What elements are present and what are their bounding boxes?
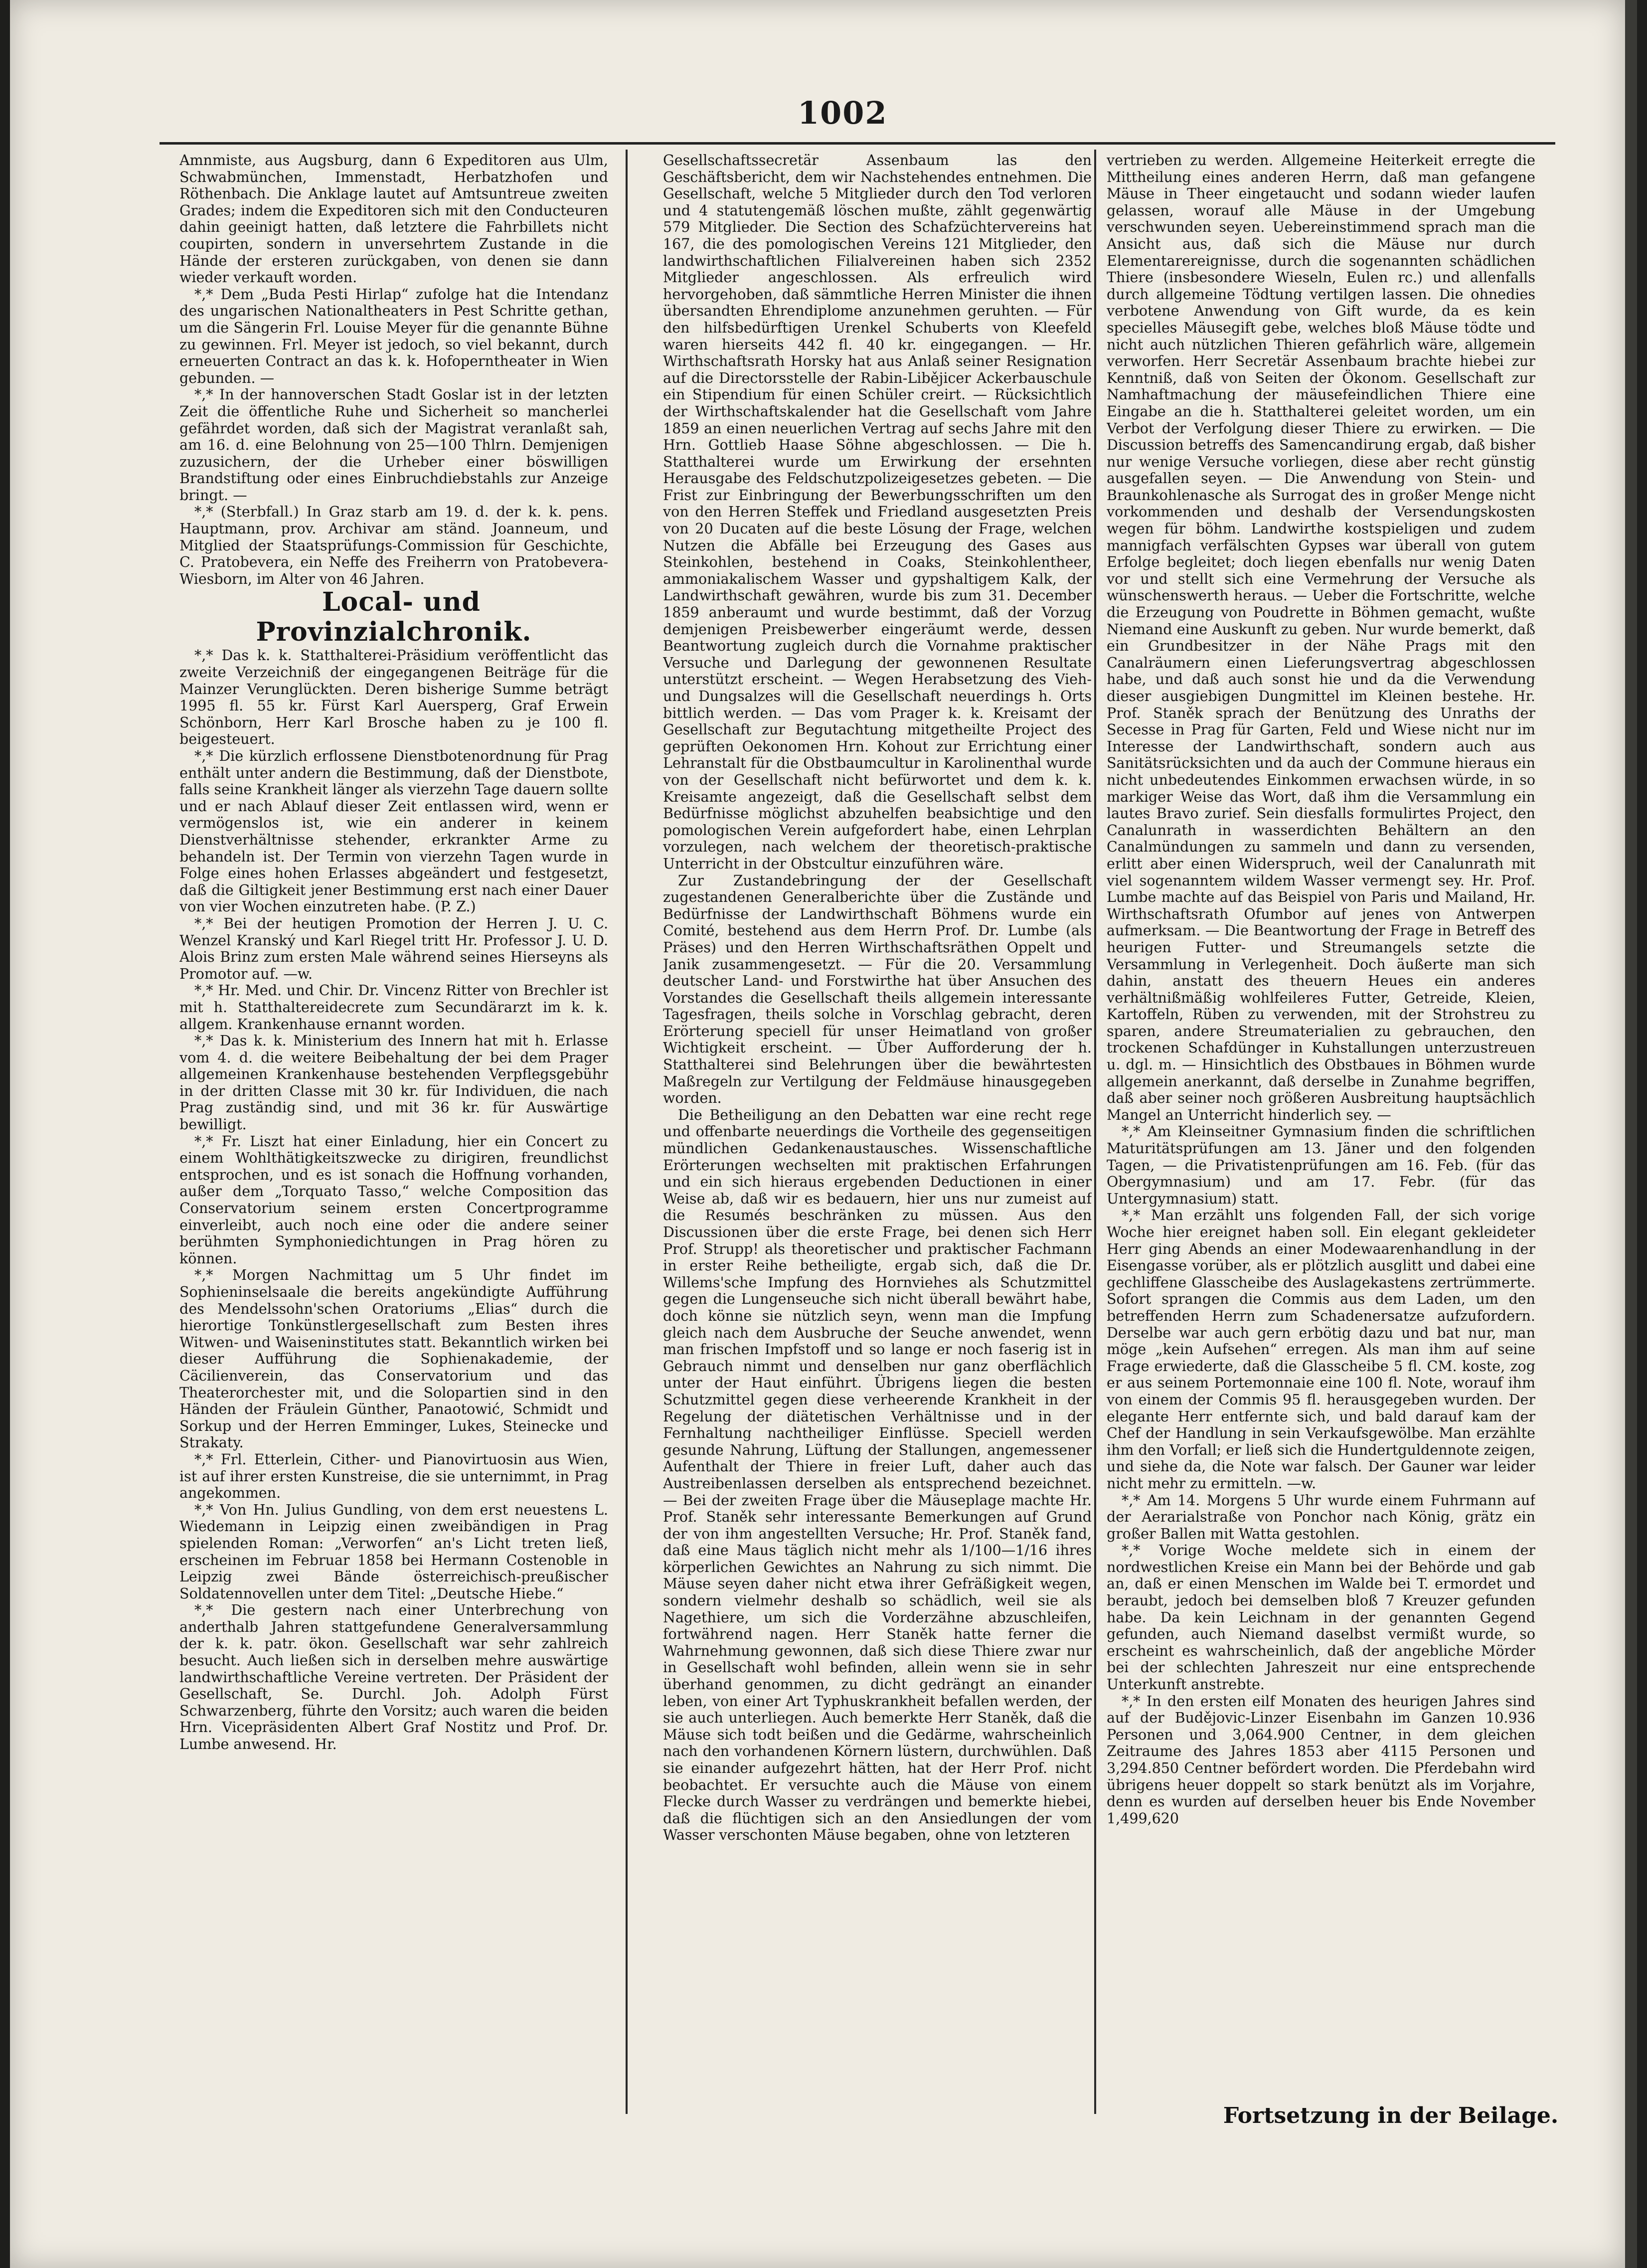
- paragraph: *,* In der hannoverschen Stadt Goslar ist in der letzten Zeit die öffentliche Ruhe und Sicherheit so mancherlei gefährdet worden, daß sich der Magistrat veranlaßt sah, am 16. d. eine Belohnung von 25—100 Thlrn. Demjenigen zuzusichern, der die Urheber einer böswilligen Brandstiftung oder eines Einbruchdiebstahls zur Anzeige bringt. —: [179, 386, 608, 504]
- paragraph: Gesellschaftssecretär Assenbaum las den Geschäftsbericht, dem wir Nachstehendes entnehmen. Die Gesellschaft, welche 5 Mitglieder durch den Tod verloren und 4 statutengemäß löschen mußte, zählt gegenwärtig 579 Mitglieder. Die Section des Schafzüchtervereins hat 167, die des pomologischen Vereins 121 Mitglieder, den landwirthschaftlichen Filialvereinen haben sich 2352 Mitglieder angeschlossen. Als erfreulich wird hervorgehoben, daß sämmtliche Herren Minister die ihnen übersandten Ehrendiplome anzunehmen geruhten. — Für den hilfsbedürftigen Urenkel Schuberts von Kleefeld waren hierseits 442 fl. 40 kr. eingegangen. — Hr. Wirthschaftsrath Horsky hat aus Anlaß seiner Resignation auf die Directorsstelle der Rabin-Libějicer Ackerbauschule ein Stipendium für einen Schüler creirt. — Rücksichtlich der Wirthschaftskalender hat die Gesellschaft vom Jahre 1859 an einen neuerlichen Vertrag auf sechs Jahre mit den Hrn. Gottlieb Haase Söhne abgeschlossen. — Die h. Statthalterei wurde um Erwirkung der ersehnten Herausgabe des Feldschutzpolizeigesetzes gebeten. — Die Frist zur Einbringung der Bewerbungsschriften um den von den Herren Steffek und Friedland ausgesetzten Preis von 20 Ducaten auf die beste Lösung der Frage, welchen Nutzen die Abfälle bei Erzeugung des Gases aus Steinkohlen, bestehend in Coaks, Steinkohlentheer, ammoniakalischem Wasser und gypshaltigem Kalk, der Landwirthschaft gewähren, wurde bis zum 31. December 1859 anberaumt und wurde bestimmt, daß der Vorzug demjenigen Preisbewerber eingeräumt werde, dessen Beantwortung zugleich durch die Vornahme praktischer Versuche und Darlegung der gewonnenen Resultate unterstützt erscheint. — Wegen Herabsetzung des Vieh- und Dungsalzes will die Gesellschaft neuerdings h. Orts bittlich werden. — Das vom Prager k. k. Kreisamt der Gesellschaft zur Begutachtung mitgetheilte Project des geprüften Oekonomen Hrn. Kohout zur Errichtung einer Lehranstalt für die Obstbaumcultur in Karolinenthal wurde von der Gesellschaft nicht befürwortet und dem k. k. Kreisamte angezeigt, daß die Gesellschaft selbst dem Bedürfnisse möglichst abzuhelfen beabsichtige und den pomologischen Verein aufgefordert habe, einen Lehrplan vorzulegen, nach welchem der theoretisch-praktische Unterricht in der Obstcultur einzuführen wäre.: [663, 152, 1092, 872]
- continuation-note: Fortsetzung in der Beilage.: [1223, 2103, 1559, 2128]
- paragraph: *,* (Sterbfall.) In Graz starb am 19. d. der k. k. pens. Hauptmann, prov. Archivar am ständ. Joanneum, und Mitglied der Staatsprüfungs-Commission für Geschichte, C. Pratobevera, ein Neffe des Freiherrn von Pratobevera-Wiesborn, im Alter von 46 Jahren.: [179, 504, 608, 587]
- paragraph: *,* Die kürzlich erflossene Dienstbotenordnung für Prag enthält unter andern die Bestimmung, daß der Dienstbote, falls seine Krankheit länger als vierzehn Tage dauern sollte und er nach Ablauf dieser Zeit entlassen wird, wenn er vermögenslos ist, wie ein anderer in keinem Dienstverhältnisse stehender, erkrankter Arme zu behandeln ist. Der Termin von vierzehn Tagen wurde in Folge eines hohen Erlasses abgeändert und festgesetzt, daß die Giltigkeit jener Bestimmung erst nach einer Dauer von vier Wochen einzutreten habe. (P. Z.): [179, 748, 608, 915]
- paragraph: *,* Fr. Liszt hat einer Einladung, hier ein Concert zu einem Wohlthätigkeitszwecke zu dirigiren, freundlichst entsprochen, und es ist sonach die Hoffnung vorhanden, außer dem „Torquato Tasso,“ welche Composition das Conservatorium seinem ersten Concertprogramme einverleibt, auch noch eine oder die andere seiner berühmten Symphoniedichtungen in Prag hören zu können.: [179, 1133, 608, 1267]
- paragraph: *,* In den ersten eilf Monaten des heurigen Jahres sind auf der Budějovic-Linzer Eisenbahn im Ganzen 10.936 Personen und 3,064.900 Centner, in dem gleichen Zeitraume des Jahres 1853 aber 4115 Personen und 3,294.850 Centner befördert worden. Die Pferdebahn wird übrigens heuer doppelt so stark benützt als im Vorjahre, denn es wurden auf derselben heuer bis Ende November 1,499,620: [1107, 1693, 1535, 1827]
- paragraph: *,* Man erzählt uns folgenden Fall, der sich vorige Woche hier ereignet haben soll. Ein elegant gekleideter Herr ging Abends an einer Modewaarenhandlung in der Eisengasse vorüber, als er plötzlich ausglitt und dabei eine gechliffene Glasscheibe des Auslagekastens zertrümmerte. Sofort sprangen die Commis aus dem Laden, um den betreffenden Herrn zum Schadenersatze aufzufordern. Derselbe war auch gern erbötig dazu und bat nur, man möge „kein Aufsehen“ erregen. Als man ihm auf seine Frage erwiederte, daß die Glasscheibe 5 fl. CM. koste, zog er aus seinem Portemonnaie eine 100 fl. Note, worauf ihm von einem der Commis 95 fl. herausgegeben wurden. Der elegante Herr entfernte sich, und bald darauf kam der Chef der Handlung in sein Verkaufsgewölbe. Man erzählte ihm den Vorfall; er ließ sich die Hundertguldennote zeigen, und siehe da, die Note war falsch. Der Gauner war leider nicht mehr zu ermitteln. —w.: [1107, 1207, 1535, 1492]
- paragraph: *,* Das k. k. Ministerium des Innern hat mit h. Erlasse vom 4. d. die weitere Beibehaltung der bei dem Prager allgemeinen Krankenhause bestehenden Verpflegsgebühr in der dritten Classe mit 30 kr. für Individuen, die nach Prag zuständig sind, und mit 36 kr. für Auswärtige bewilligt.: [179, 1033, 608, 1133]
- paragraph: Die Betheiligung an den Debatten war eine recht rege und offenbarte neuerdings die Vortheile des gegenseitigen mündlichen Gedankenaustausches. Wissenschaftliche Erörterungen wechselten mit praktischen Erfahrungen und ein sich hieraus ergebenden Deductionen in einer Weise ab, daß wir es bedauern, hier uns nur zumeist auf die Resumés beschränken zu müssen. Aus den Discussionen über die erste Frage, bei denen sich Herr Prof. Strupp! als theoretischer und praktischer Fachmann in erster Reihe betheiligte, ergab sich, daß die Dr. Willems'sche Impfung des Hornviehes als Schutzmittel gegen die Lungenseuche sich nicht überall bewährt habe, doch könne sie nützlich seyn, wenn man die Impfung gleich nach dem Ausbruche der Seuche anwendet, wenn man frischen Impfstoff und so lange er noch faserig ist in Gebrauch nimmt und denselben nur ganz oberflächlich unter der Haut einführt. Übrigens liegen die besten Schutzmittel gegen diese verheerende Krankheit in der Regelung der diätetischen Verhältnisse und in der Fernhaltung nachtheiliger Einflüsse. Speciell werden gesunde Nahrung, Lüftung der Stallungen, angemessener Aufenthalt der Thiere in freier Luft, daher auch das Austreibenlassen derselben als entsprechend bezeichnet. — Bei der zweiten Frage über die Mäuseplage machte Hr. Prof. Staněk sehr interessante Bemerkungen auf Grund der von ihm angestellten Versuche; Hr. Prof. Staněk fand, daß eine Maus täglich nicht mehr als 1/100—1/16 ihres körperlichen Gewichtes an Nahrung zu sich nimmt. Die Mäuse seyen daher nicht etwa ihrer Gefräßigkeit wegen, sondern vielmehr deshalb so schädlich, weil sie als Nagethiere, um sich die Vorderzähne abzuschleifen, fortwährend nagen. Herr Staněk hatte ferner die Wahrnehmung gewonnen, daß sich diese Thiere zwar nur in Gesellschaft wohl befinden, allein wenn sie in sehr überhand genommen, zu dicht gedrängt an einander leben, von einer Art Typhuskrankheit befallen werden, der sie auch unterliegen. Auch bemerkte Herr Staněk, daß die Mäuse sich todt beißen und die Gedärme, wahrscheinlich nach den vorhandenen Körnern lüstern, durchwühlen. Daß sie einander aufgezehrt hätten, hat der Herr Prof. nicht beobachtet. Er versuchte auch die Mäuse von einem Flecke durch Wasser zu verdrängen und bemerkte hiebei, daß die flüchtigen sich an den Ansiedlungen der vom Wasser verschonten Mäuse begaben, ohne von letzteren: [663, 1106, 1092, 1844]
- paragraph: *,* Frl. Etterlein, Cither- und Pianovirtuosin aus Wien, ist auf ihrer ersten Kunstreise, die sie unternimmt, in Prag angekommen.: [179, 1451, 608, 1502]
- paragraph: Amnmiste, aus Augsburg, dann 6 Expeditoren aus Ulm, Schwabmünchen, Immenstadt, Herbatzhofen und Röthenbach. Die Anklage lautet auf Amtsuntreue zweiten Grades; indem die Expeditoren sich mit den Conducteuren dahin geeinigt hatten, daß letztere die Fahrbillets nicht coupirten, sondern in unversehrtem Zustande in die Hände der ersteren zurückgaben, von denen sie dann wieder verkauft worden.: [179, 152, 608, 286]
- paragraph: *,* Die gestern nach einer Unterbrechung von anderthalb Jahren stattgefundene Generalversammlung der k. k. patr. ökon. Gesellschaft war sehr zahlreich besucht. Auch ließen sich in derselben mehre auswärtige landwirthschaftliche Vereine vertreten. Der Präsident der Gesellschaft, Se. Durchl. Joh. Adolph Fürst Schwarzenberg, führte den Vorsitz; auch waren die beiden Hrn. Vicepräsidenten Albert Graf Nostitz und Prof. Dr. Lumbe anwesend. Hr.: [179, 1602, 608, 1753]
- scan-edge-right: [1637, 0, 1647, 2268]
- page-number: 1002: [798, 95, 888, 131]
- paragraph: vertrieben zu werden. Allgemeine Heiterkeit erregte die Mittheilung eines anderen Herrn, daß man gefangene Mäuse in Theer eingetaucht und sodann wieder laufen gelassen, worauf alle Mäuse in der Umgebung verschwunden seyen. Uebereinstimmend sprach man die Ansicht aus, daß sich die Mäuse nur durch Elementarereignisse, durch die sogenannten schädlichen Thiere (insbesondere Wieseln, Eulen rc.) und allenfalls durch allgemeine Tödtung vertilgen lassen. Die ohnedies verbotene Anwendung von Gift wurde, da es kein specielles Mäusegift gebe, welches bloß Mäuse tödte und nicht auch nützlichen Thieren gefährlich wäre, allgemein verworfen. Herr Secretär Assenbaum brachte hiebei zur Kenntniß, daß von Seiten der Ökonom. Gesellschaft zur Namhaftmachung der mäusefeindlichen Thiere eine Eingabe an die h. Statthalterei geleitet worden, um ein Verbot der Verfolgung dieser Thiere zu erwirken. — Die Discussion betreffs des Samencandirung ergab, daß bisher nur wenige Versuche vorliegen, diese aber recht günstig ausgefallen seyen. — Die Anwendung von Stein- und Braunkohlenasche als Surrogat des in großer Menge nicht vorkommenden und deshalb der Versendungskosten wegen für böhm. Landwirthe kostspieligen und zudem mannigfach verfälschten Gypses war überall von gutem Erfolge begleitet; doch liegen ebenfalls nur wenig Daten vor und stellt sich eine Vermehrung der Versuche als wünschenswerth heraus. — Ueber die Fortschritte, welche die Erzeugung von Poudrette in Böhmen gemacht, wußte Niemand eine Auskunft zu geben. Nur wurde bemerkt, daß ein Grundbesitzer in der Nähe Prags mit den Canalräumern einen Lieferungsvertrag abgeschlossen habe, und daß auch sonst hie und da die Verwendung dieser ausgiebigen Dungmittel im Kleinen bestehe. Hr. Prof. Staněk sprach der Benützung des Unraths der Secesse in Prag für Garten, Feld und Wiese nicht nur im Interesse der Landwirthschaft, sondern auch aus Sanitätsrücksichten und da auch der Commune hieraus ein nicht unbedeutendes Einkommen erwachsen würde, in so markiger Weise das Wort, daß ihm die Versammlung ein lautes Bravo zurief. Sein diesfalls formulirtes Project, den Canalunrath in wasserdichten Behältern an den Canalmündungen zu sammeln und dann zu versenden, erlitt aber einen Widerspruch, weil der Canalunrath mit viel sogenanntem wildem Wasser vermengt sey. Hr. Prof. Lumbe machte auf das Beispiel von Paris und Mailand, Hr. Wirthschaftsrath Ofumbor auf jenes von Antwerpen aufmerksam. — Die Beantwortung der Frage in Betreff des heurigen Futter- und Streumangels setzte die Versammlung in Verlegenheit. Doch äußerte man sich dahin, anstatt des theuern Heues ein anderes verhältnißmäßig wohlfeileres Futter, Getreide, Kleien, Kartoffeln, Rüben zu verwenden, mit der Strohstreu zu sparen, andere Streumaterialien zu gebrauchen, den trockenen Schafdünger in Kuhstallungen unterzustreuen u. dgl. m. — Hinsichtlich des Obstbaues in Böhmen wurde allgemein anerkannt, daß derselbe in Zunahme begriffen, daß aber seiner noch größeren Ausbreitung hauptsächlich Mangel an Unterricht hinderlich sey. —: [1107, 152, 1535, 1123]
- section-heading: Local- und Provinzialchronik.: [256, 587, 532, 648]
- paragraph: *,* Am Kleinseitner Gymnasium finden die schriftlichen Maturitätsprüfungen am 13. Jäner und den folgenden Tagen, — die Privatistenprüfungen am 16. Feb. (für das Obergymnasium) und am 17. Febr. (für das Untergymnasium) statt.: [1107, 1123, 1535, 1207]
- column-right: [1107, 152, 1535, 2146]
- paragraph: *,* Am 14. Morgens 5 Uhr wurde einem Fuhrmann auf der Aerarialstraße von Ponchor nach König, grätz ein großer Ballen mit Watta gestohlen.: [1107, 1492, 1535, 1542]
- paragraph: *,* Von Hn. Julius Gundling, von dem erst neuestens L. Wiedemann in Leipzig einen zweibändigen in Prag spielenden Roman: „Verworfen“ an's Licht treten ließ, erscheinen im Februar 1858 bei Hermann Costenoble in Leipzig zwei Bände österreichisch-preußischer Soldatennovellen unter dem Titel: „Deutsche Hiebe.“: [179, 1501, 608, 1602]
- scan-edge-left: [0, 0, 10, 2268]
- paragraph: *,* Bei der heutigen Promotion der Herren J. U. C. Wenzel Kranský und Karl Riegel tritt Hr. Professor J. U. D. Alois Brinz zum ersten Male während seines Hierseyns als Promotor auf. —w.: [179, 915, 608, 982]
- column-divider: [1094, 150, 1096, 2114]
- header-rule: [160, 142, 1555, 145]
- paragraph: *,* Dem „Buda Pesti Hirlap“ zufolge hat die Intendanz des ungarischen Nationaltheaters in Pest Schritte gethan, um die Sängerin Frl. Louise Meyer für die genannte Bühne zu gewinnen. Frl. Meyer ist jedoch, so viel bekannt, durch erneuerten Contract an das k. k. Hofoperntheater in Wien gebunden. —: [179, 286, 608, 386]
- column-middle: [663, 152, 1092, 2146]
- newspaper-page: [10, 0, 1625, 2268]
- column-divider: [626, 150, 628, 2114]
- paragraph: *,* Das k. k. Statthalterei-Präsidium veröffentlicht das zweite Verzeichniß der eingegangenen Beiträge für die Mainzer Verunglückten. Deren bisherige Summe beträgt 1995 fl. 55 kr. Fürst Karl Auersperg, Graf Erwein Schönborn, Herr Karl Brosche haben zu je 100 fl. beigesteuert.: [179, 647, 608, 748]
- paragraph: *,* Vorige Woche meldete sich in einem der nordwestlichen Kreise ein Mann bei der Behörde und gab an, daß er einen Menschen im Walde bei T. ermordet und beraubt, jedoch bei demselben bloß 7 Kreuzer gefunden habe. Da kein Leichnam in der genannten Gegend gefunden, auch Niemand daselbst vermißt wurde, so erscheint es wahrscheinlich, daß der angebliche Mörder bei der schlechten Jahreszeit nur eine entsprechende Unterkunft anstrebte.: [1107, 1542, 1535, 1693]
- column-left: [179, 152, 608, 2146]
- paragraph: *,* Hr. Med. und Chir. Dr. Vincenz Ritter von Brechler ist mit h. Statthaltereidecrete zum Secundärarzt im k. k. allgem. Krankenhause ernannt worden.: [179, 982, 608, 1033]
- paragraph: Zur Zustandebringung der der Gesellschaft zugestandenen Generalberichte über die Zustände und Bedürfnisse der Landwirthschaft Böhmens wurde ein Comité, bestehend aus dem Herrn Prof. Dr. Lumbe (als Präses) und den Herren Wirthschaftsräthen Oppelt und Janik zusammengesetzt. — Für die 20. Versammlung deutscher Land- und Forstwirthe hat über Ansuchen des Vorstandes die Gesellschaft theils allgemein interessante Tagesfragen, theils solche in Vorschlag gebracht, deren Erörterung speciell für unser Heimatland von großer Wichtigkeit erscheint. — Über Aufforderung der h. Statthalterei sind Belehrungen über die bewährtesten Maßregeln zur Vertilgung der Feldmäuse hinausgegeben worden.: [663, 872, 1092, 1107]
- paragraph: *,* Morgen Nachmittag um 5 Uhr findet im Sophieninselsaale die bereits angekündigte Aufführung des Mendelssohn'schen Oratoriums „Elias“ durch die hierortige Tonkünstlergesellschaft zum Besten ihres Witwen- und Waiseninstitutes statt. Bekanntlich wirken bei dieser Aufführung die Sophienakademie, der Cäcilienverein, das Conservatorium und das Theaterorchester mit, und die Solopartien sind in den Händen der Fräulein Günther, Panaotowić, Schmidt und Sorkup und der Herren Emminger, Lukes, Steinecke und Strakaty.: [179, 1267, 608, 1451]
